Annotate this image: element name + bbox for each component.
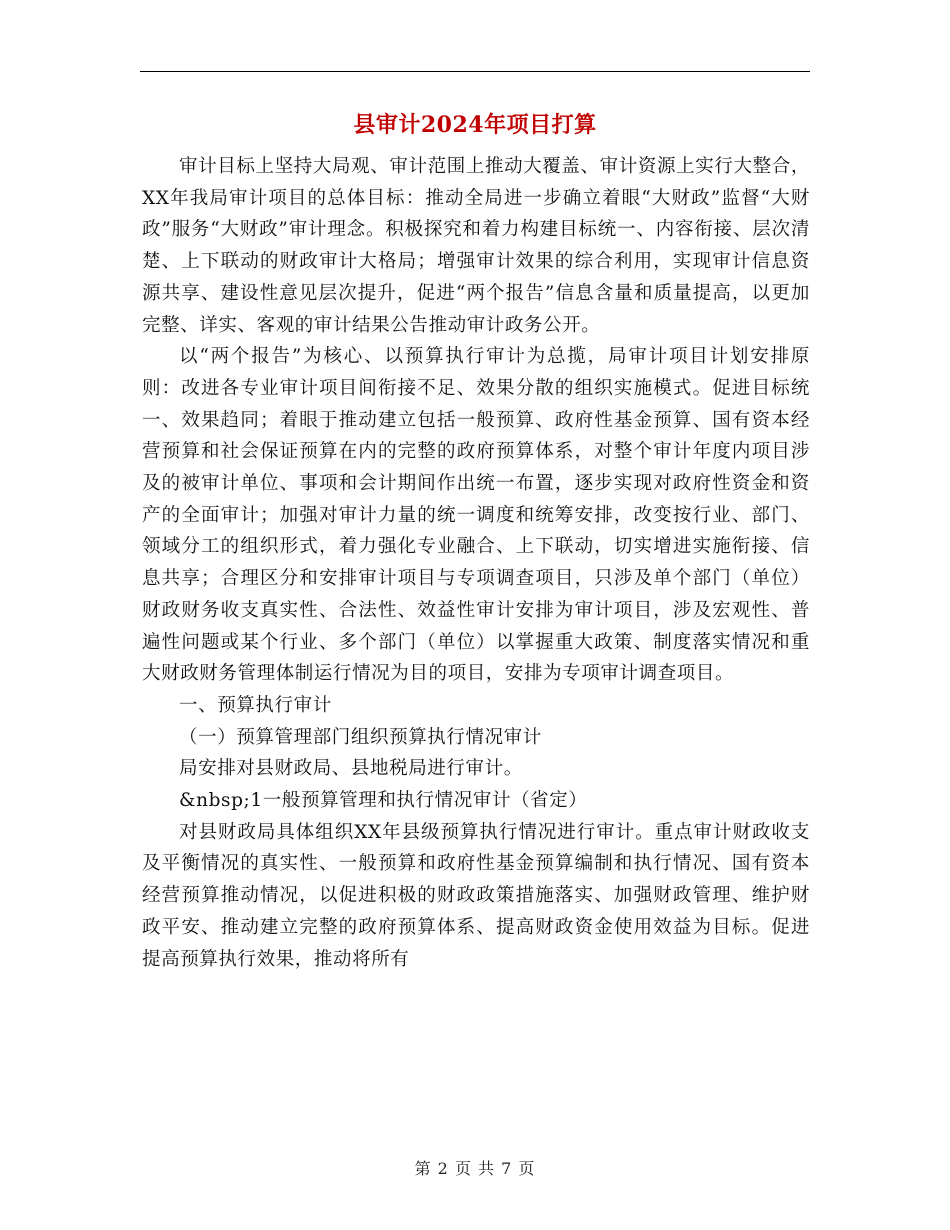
document-title: 县审计2024年项目打算 (353, 112, 597, 138)
subsection-heading: （一）预算管理部门组织预算执行情况审计 (179, 726, 542, 748)
paragraph-arrangement: 局安排对县财政局、县地税局进行审计。 (179, 758, 523, 780)
paragraph-finance-audit: 对县财政局具体组织XX年县级预算执行情况进行审计。重点审计财政收支及平衡情况的真实性、一般预算和政府性基金预算编制和执行情况、国有资本经营预算推动情况，以促进积极的财政政策措施落实、加强财政管理、维护财政平安、推动建立完整的政府预算体系、提高财政资金使用效益为目标。促进提高预算执行效果，推动将所有 (142, 821, 810, 970)
document-body (142, 151, 810, 975)
page-number-footer: 第 2 页 共 7 页 (414, 1159, 536, 1178)
header-rule (140, 71, 810, 72)
item-heading: &nbsp;1一般预算管理和执行情况审计（省定） (179, 790, 588, 812)
section-heading-budget-audit: 一、预算执行审计 (179, 694, 332, 716)
paragraph-principles: 以“两个报告”为核心、以预算执行审计为总揽，局审计项目计划安排原则：改进各专业审计项目间衔接不足、效果分散的组织实施模式。促进目标统一、效果趋同；着眼于推动建立包括一般预算、政府性基金预算、国有资本经营预算和社会保证预算在内的完整的政府预算体系，对整个审计年度内项目涉及的被审计单位、事项和会计期间作出统一布置，逐步实现对政府性资金和资产的全面审计；加强对审计力量的统一调度和统筹安排，改变按行业、部门、领域分工的组织形式，着力强化专业融合、上下联动，切实增进实施衔接、信息共享；合理区分和安排审计项目与专项调查项目，只涉及单个部门（单位）财政财务收支真实性、合法性、效益性审计安排为审计项目，涉及宏观性、普遍性问题或某个行业、多个部门（单位）以掌握重大政策、制度落实情况和重大财政财务管理体制运行情况为目的项目，安排为专项审计调查项目。 (142, 346, 810, 685)
paragraph-objectives: 审计目标上坚持大局观、审计范围上推动大覆盖、审计资源上实行大整合，XX年我局审计项目的总体目标：推动全局进一步确立着眼“大财政”监督“大财政”服务“大财政”审计理念。积极探究和着力构建目标统一、内容衔接、层次清楚、上下联动的财政审计大格局；增强审计效果的综合利用，实现审计信息资源共享、建设性意见层次提升，促进“两个报告”信息含量和质量提高，以更加完整、详实、客观的审计结果公告推动审计政务公开。 (142, 156, 810, 336)
